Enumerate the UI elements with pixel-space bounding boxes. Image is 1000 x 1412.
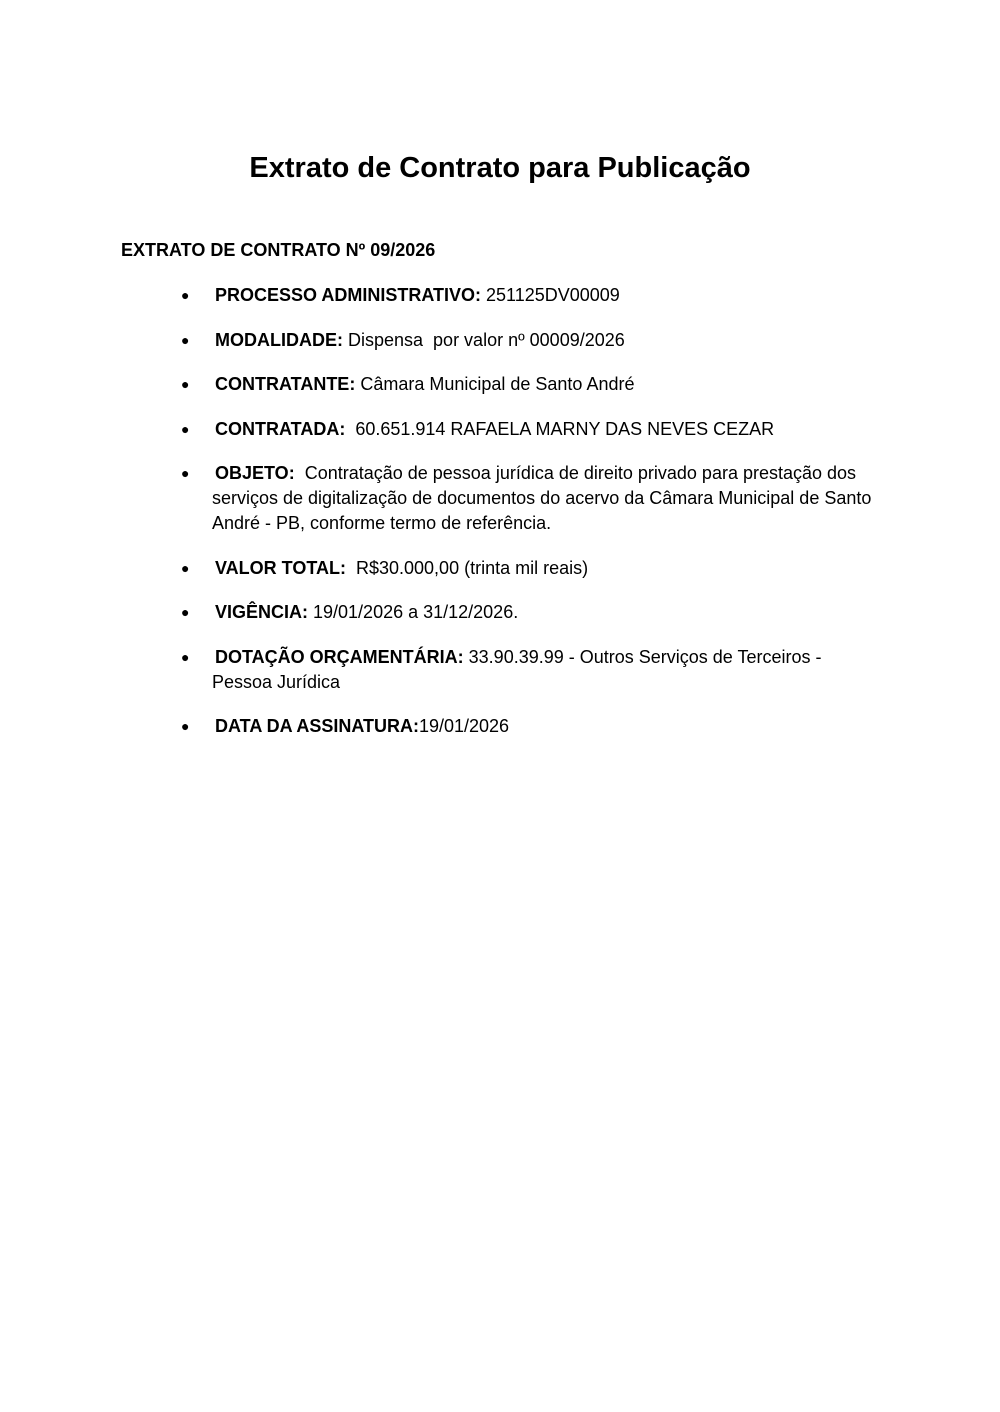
bullet-icon: ● [181,648,190,665]
detail-value: Dispensa por valor nº 00009/2026 [343,329,625,350]
detail-label: DATA DA ASSINATURA: [215,716,419,736]
detail-value: Contratação de pessoa jurídica de direito privado para prestação dos serviços de digitalização de documentos do acervo da Câmara Municipal de Santo André - PB, conforme termo de referência. [212,463,876,533]
detail-valor-total [0,556,1000,581]
detail-value: 251125DV00009 [481,285,620,305]
detail-label: VALOR TOTAL: [215,557,346,578]
detail-label: CONTRATADA: [215,418,346,439]
detail-label: PROCESSO ADMINISTRATIVO: [215,285,482,305]
bullet-icon: ● [181,604,190,620]
detail-data-assinatura [0,714,1000,739]
detail-label: CONTRATANTE: [215,374,356,394]
bullet-icon: ● [181,376,190,392]
detail-value: 19/01/2026 a 31/12/2026. [308,602,519,622]
detail-vigencia [0,600,1000,625]
bullet-icon: ● [181,718,190,734]
detail-objeto [0,461,1000,536]
detail-value: Câmara Municipal de Santo André [355,374,635,394]
detail-value: 33.90.39.99 - Outros Serviços de Terceiros - Pessoa Jurídica [212,646,827,692]
bullet-icon: ● [181,331,190,348]
detail-contratante [0,372,1000,397]
bullet-icon: ● [181,465,190,481]
bullet-icon: ● [181,420,190,437]
detail-label: VIGÊNCIA: [215,602,309,622]
detail-label: MODALIDADE: [215,329,343,350]
contract-details-list [0,283,1000,759]
bullet-icon: ● [181,559,190,576]
detail-processo [0,283,1000,308]
detail-label: OBJETO: [215,463,295,483]
detail-value: 19/01/2026 [418,716,510,736]
detail-contratada [0,417,1000,442]
detail-modalidade [0,328,1000,353]
detail-dotacao [0,645,1000,695]
document-title: Extrato de Contrato para Publicação [249,152,751,184]
detail-value: R$30.000,00 (trinta mil reais) [345,557,589,578]
detail-value: 60.651.914 RAFAELA MARNY DAS NEVES CEZAR [345,418,775,439]
detail-label: DOTAÇÃO ORÇAMENTÁRIA: [215,646,464,667]
bullet-icon: ● [181,287,190,303]
contract-heading: EXTRATO DE CONTRATO Nº 09/2026 [121,240,436,260]
